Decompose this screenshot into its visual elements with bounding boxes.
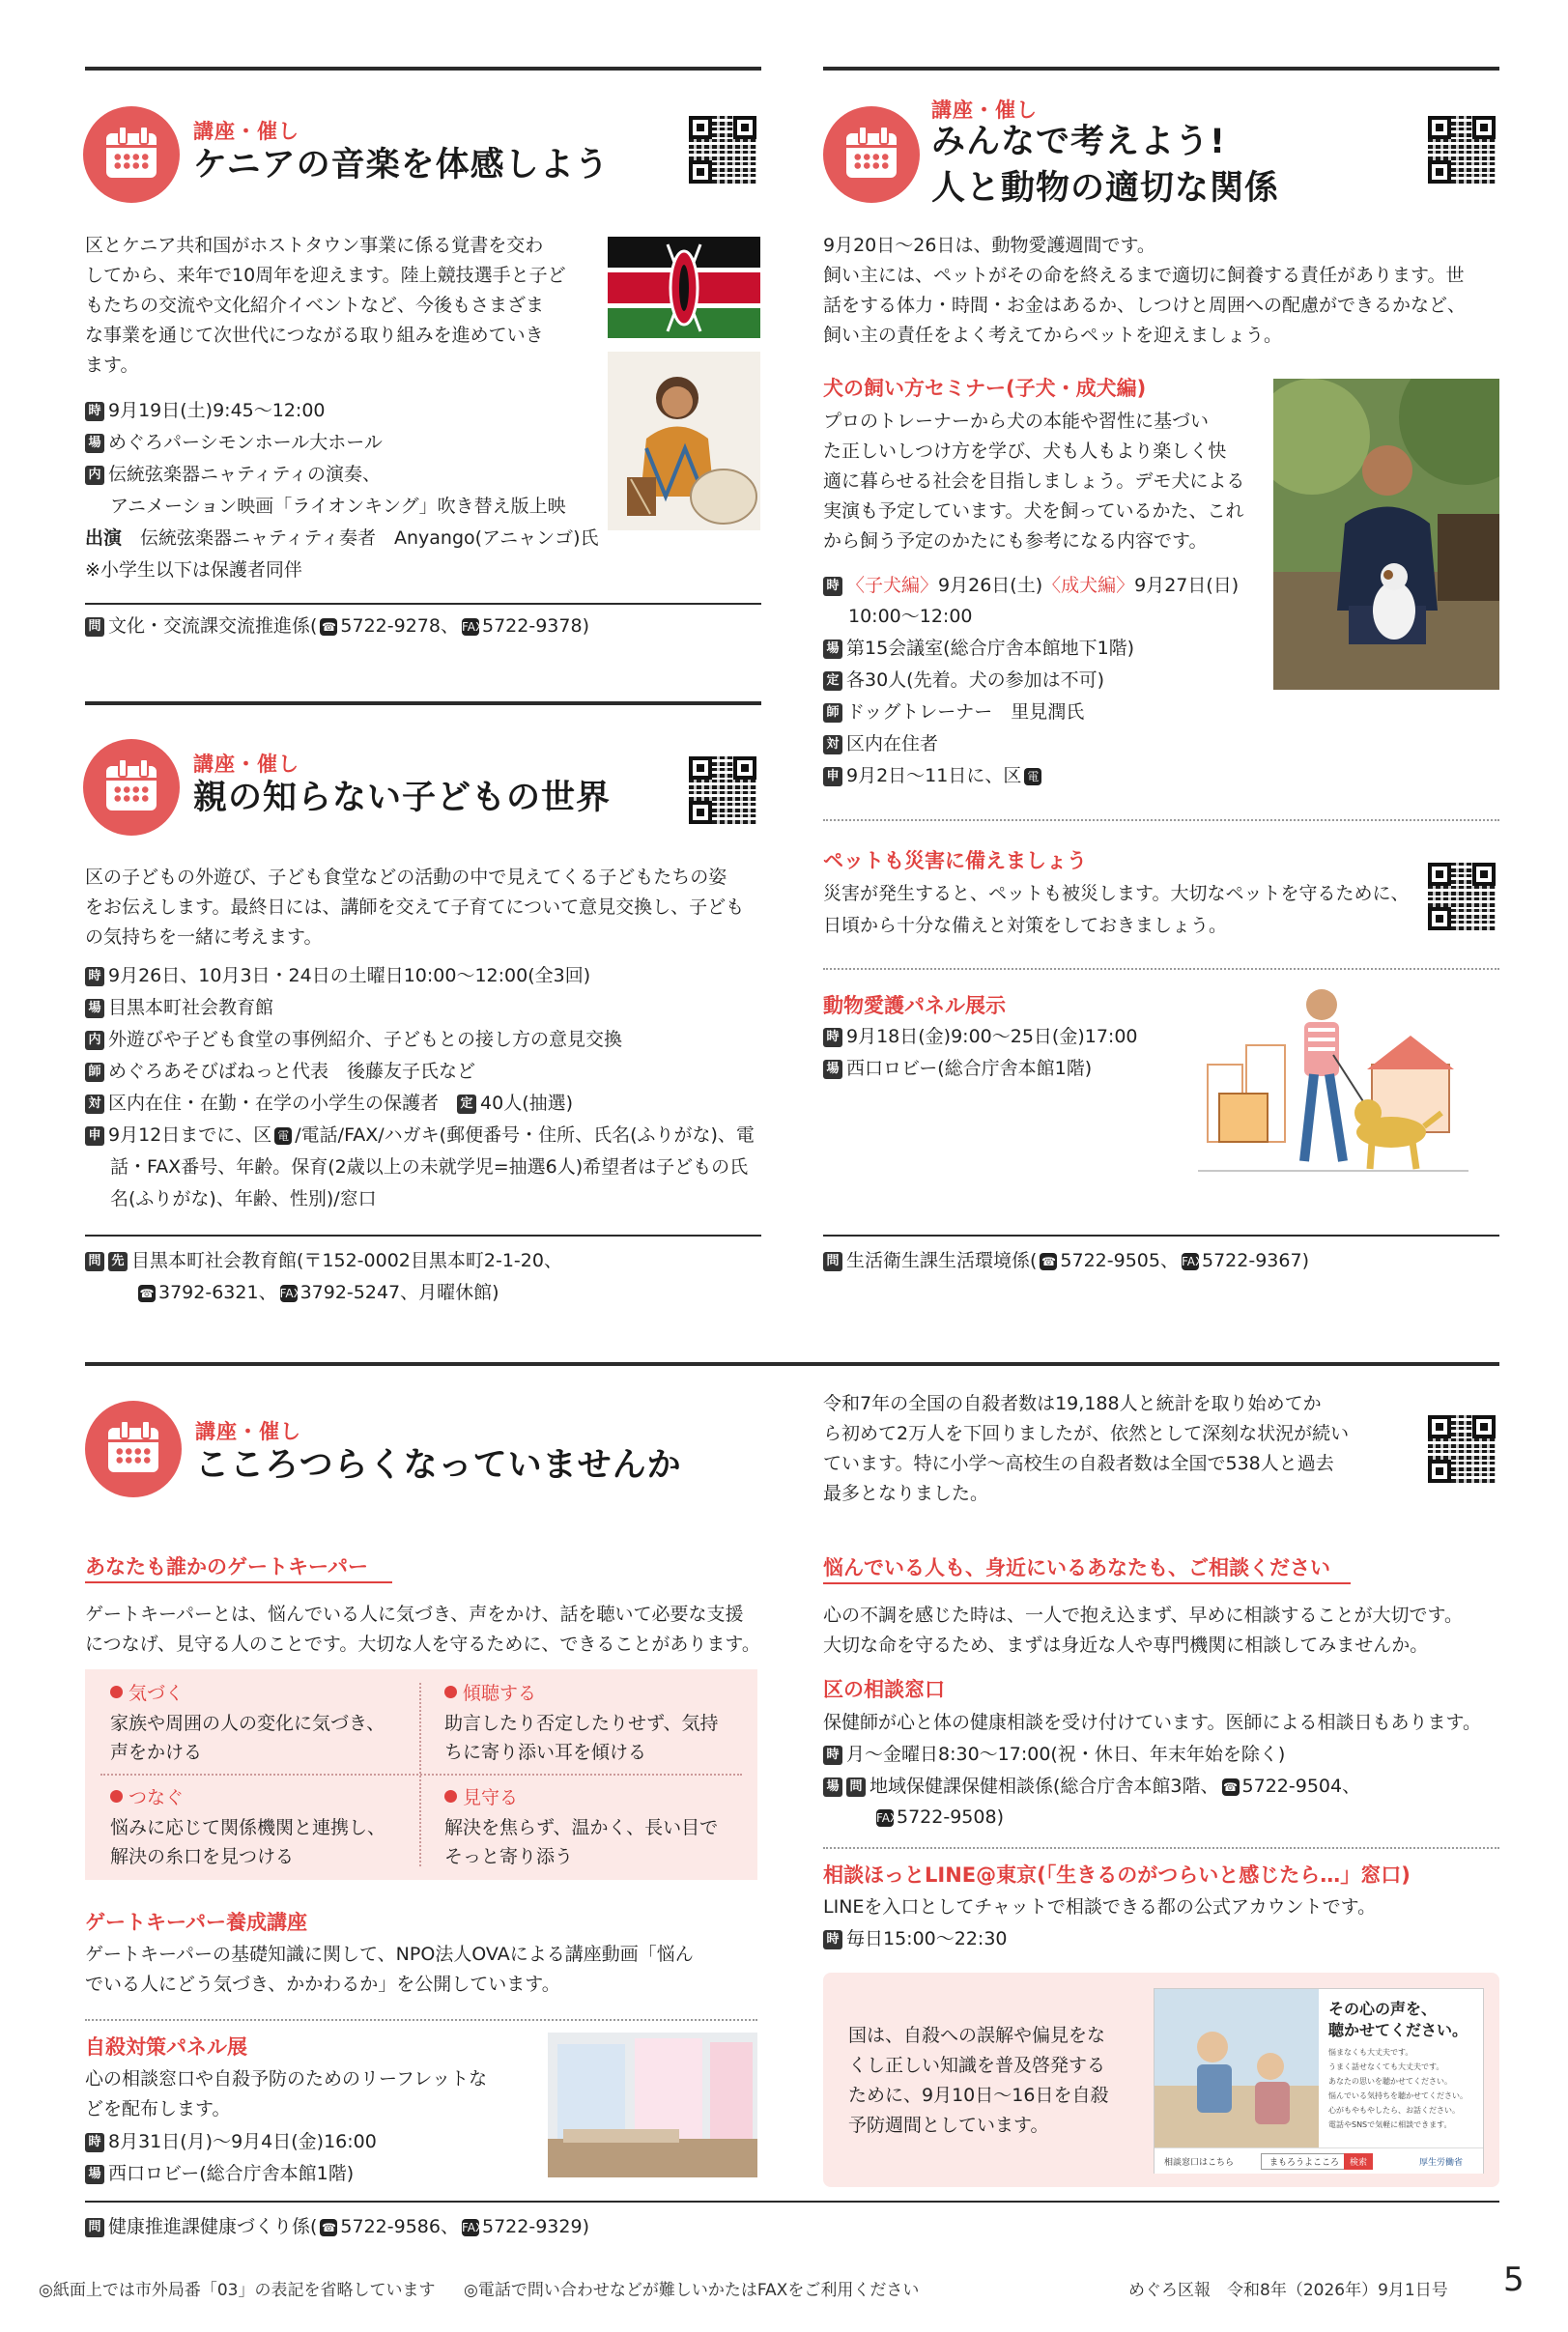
box-item-head: つなぐ (110, 1783, 184, 1813)
oya-contact-2: ☎ 3792-6321、 FAX3792-5247、月曜休館) (139, 1282, 499, 1303)
calendar-icon (85, 1401, 182, 1497)
oya-place: 場 目黒本町社会教育館 (85, 993, 273, 1023)
seminar-when: 時 〈子犬編〉9月26日(土)〈成犬編〉9月27日(日) (823, 571, 1239, 601)
footer-note-1: ◎紙面上では市外局番「03」の表記を省略しています (39, 2281, 436, 2300)
suicide-panel-title: 自殺対策パネル展 (85, 2035, 247, 2059)
window-fax: FAX5722-9508) (876, 1806, 1004, 1828)
category-label: 講座・催し (931, 99, 1038, 122)
suicide-panel-text-2: どを配布します。 (85, 2098, 231, 2119)
fax-icon: FAX (462, 620, 484, 634)
panel-exhibit-photo (548, 2033, 757, 2177)
prevention-week-box: 国は、自殺への誤解や偏見をな くし正しい知識を普及啓発する ために、9月10日〜16日を自殺 予防週間としています。 その心の声を、 聴かせてください。 悩まなくも大丈夫です。 うまく話せなくても大丈夫です。 あなたの思いを聴かせてください。 悩んでいる気持ちを聴かせてください。 心がもやもやしたら、お話ください。 電話やSNSで気軽に相談できます。 相談窓口はこちら まもろうよこころ 検索 厚生労働省 (823, 1973, 1499, 2187)
section-title-1: みんなで考えよう! (931, 123, 1226, 161)
page-number: 5 (1503, 2261, 1525, 2299)
box-item-head: 見守る (444, 1783, 518, 1813)
qr-code[interactable] (1428, 863, 1496, 930)
dotted-divider (823, 819, 1499, 821)
suicide-panel-place: 場 西口ロビー(総合庁舎本館1階) (85, 2159, 354, 2189)
phone-icon: ☎ (1223, 1780, 1238, 1794)
kenya-contact: 問 文化・交流課交流推進係( ☎ 5722-9278、 FAX5722-9378) (85, 611, 589, 641)
section-top-rule (85, 1362, 1499, 1366)
dotted-divider (823, 968, 1499, 970)
category-label: 講座・催し (193, 120, 299, 143)
section-top-rule (85, 701, 761, 705)
qr-code[interactable] (689, 116, 756, 184)
dotted-divider (823, 1847, 1499, 1849)
panel-when: 時 9月18日(金)9:00〜25日(金)17:00 (823, 1022, 1138, 1052)
line-text: LINEを入口としてチャットで相談できる都の公式アカウントです。 (823, 1896, 1377, 1918)
seminar-capacity: 定 各30人(先着。犬の参加は不可) (823, 666, 1104, 696)
course-title: ゲートキーパー養成講座 (85, 1911, 307, 1934)
oya-contact: 問 先 目黒本町社会教育館(〒152-0002目黒本町2-1-20、 (85, 1246, 562, 1276)
gatekeeper-text-1: ゲートキーパーとは、悩んでいる人に気づき、声をかけ、話を聴いて必要な支援 (85, 1604, 744, 1625)
divider (823, 1235, 1499, 1237)
oya-target: 対 区内在住・在勤・在学の小学生の保護者 定 40人(抽選) (85, 1089, 573, 1119)
kenya-place: 場 めぐろパーシモンホール大ホール (85, 428, 383, 458)
gatekeeper-box: 気づく 家族や周囲の人の変化に気づき、 声をかける 傾聴する 助言したり否定したりせず、気持 ちに寄り添い耳を傾ける つなぐ 悩みに応じて関係機関と連携し、 解決の糸口を見つける 見守る 解決を焦らず、温かく、長い目で そっと寄り添う (85, 1669, 757, 1880)
underline (85, 1581, 392, 1583)
oya-content: 内 外遊びや子ども食堂の事例紹介、子どもとの接し方の意見交換 (85, 1025, 622, 1055)
web-icon: 電 (1024, 768, 1041, 785)
seminar-teacher: 師 ドッグトレーナー 里見潤氏 (823, 697, 1084, 727)
web-icon: 電 (274, 1127, 292, 1145)
animal-contact: 問 生活衛生課生活環境係( ☎ 5722-9505、 FAX5722-9367) (823, 1246, 1309, 1276)
phone-icon: ☎ (139, 1287, 155, 1300)
line-when: 時 毎日15:00〜22:30 (823, 1924, 1008, 1954)
category-label: 講座・催し (193, 753, 299, 776)
disaster-text-2: 日頃から十分な備えと対策をしておきましょう。 (823, 915, 1228, 936)
divider (85, 2201, 1499, 2203)
underline (823, 1582, 1351, 1584)
calendar-icon (83, 106, 180, 203)
kenya-content: 内 伝統弦楽器ニャティティの演奏、 (85, 460, 381, 490)
footer-note-2: ◎電話で問い合わせなどが難しいかたはFAXをご利用ください (464, 2281, 920, 2300)
course-text-1: ゲートキーパーの基礎知識に関して、NPO法人OVAによる講座動画「悩ん (85, 1944, 694, 1965)
dog-walk-illustration (1198, 978, 1468, 1209)
divider (85, 1235, 761, 1237)
fax-icon: FAX (462, 2221, 484, 2234)
kenya-content-2: アニメーション映画「ライオンキング」吹き替え版上映 (110, 496, 566, 517)
consult-text-2: 大切な命を守るため、まずは身近な人や専門機関に相談してみませんか。 (823, 1635, 1429, 1656)
kenya-performer: 出演 伝統弦楽器ニャティティ奏者 Anyango(アニャンゴ)氏 (85, 527, 599, 549)
box-item-head: 傾聴する (444, 1679, 536, 1709)
kenya-when: 時 9月19日(土)9:45〜12:00 (85, 396, 326, 426)
suicide-panel-when: 時 8月31日(月)〜9月4日(金)16:00 (85, 2127, 377, 2157)
divider (85, 603, 761, 605)
panel-title: 動物愛護パネル展示 (823, 994, 1006, 1017)
kokoro-contact: 問 健康推進課健康づくり係( ☎ 5722-9586、 FAX5722-9329) (85, 2212, 589, 2242)
oya-apply: 申 9月12日までに、区 電 /電話/FAX/ハガキ(郵便番号・住所、氏名(ふりがな)、電 (85, 1121, 755, 1151)
disaster-text-1: 災害が発生すると、ペットも被災します。大切なペットを守るために、 (823, 883, 1410, 904)
oya-when: 時 9月26日、10月3日・24日の土曜日10:00〜12:00(全3回) (85, 961, 590, 991)
section-top-rule (823, 67, 1499, 71)
window-title: 区の相談窓口 (823, 1678, 945, 1701)
prevention-poster: その心の声を、 聴かせてください。 悩まなくも大丈夫です。 うまく話せなくても大丈夫です。 あなたの思いを聴かせてください。 悩んでいる気持ちを聴かせてください。 心がもやもやしたら、お話ください。 電話やSNSで気軽に相談できます。 相談窓口はこちら まもろうよこころ 検索 厚生労働省 (1154, 1988, 1484, 2174)
line-title: 相談ほっとLINE@東京(「生きるのがつらいと感じたら…」窓口) (823, 1863, 1411, 1887)
oya-teacher: 師 めぐろあそびばねっと代表 後藤友子氏など (85, 1057, 475, 1087)
window-place: 場 問 地域保健課保健相談係(総合庁舎本館3階、 ☎ 5722-9504、 (823, 1772, 1360, 1802)
seminar-target: 対 区内在住者 (823, 729, 938, 759)
window-text: 保健師が心と体の健康相談を受け付けています。医師による相談日もあります。 (823, 1712, 1481, 1733)
suicide-panel-text-1: 心の相談窓口や自殺予防のためのリーフレットな (85, 2068, 488, 2090)
kenya-note: ※小学生以下は保護者同伴 (85, 559, 302, 581)
panel-place: 場 西口ロビー(総合庁舎本館1階) (823, 1054, 1092, 1084)
section-title: ケニアの音楽を体感しよう (193, 146, 610, 185)
fax-icon: FAX (1182, 1255, 1204, 1268)
course-text-2: でいる人にどう気づき、かかわるか」を公開しています。 (85, 1974, 560, 1995)
qr-code[interactable] (689, 756, 756, 824)
gatekeeper-text-2: につなげ、見守る人のことです。大切な人を守るために、できることがあります。 (85, 1634, 760, 1655)
dotted-divider (85, 2019, 757, 2021)
oya-apply-2: 話・FAX番号、年齢。保育(2歳以上の未就学児=抽選6人)希望者は子どもの氏 (110, 1156, 749, 1178)
qr-code[interactable] (1428, 1415, 1496, 1483)
seminar-apply: 申 9月2日〜11日に、区 電 (823, 761, 1044, 791)
section-title: こころつらくなっていませんか (195, 1446, 682, 1485)
performer-photo (608, 352, 760, 530)
section-title: 親の知らない子どもの世界 (193, 779, 612, 817)
trainer-photo (1273, 379, 1499, 690)
phone-icon: ☎ (1041, 1255, 1056, 1268)
publication-info: めぐろ区報 令和8年（2026年）9月1日号 (1128, 2281, 1448, 2300)
box-item-head: 気づく (110, 1679, 184, 1709)
section-top-rule (85, 67, 761, 71)
kenya-flag (608, 237, 760, 338)
calendar-icon (823, 106, 920, 203)
gatekeeper-title: あなたも誰かのゲートキーパー (85, 1555, 368, 1578)
qr-code[interactable] (1428, 116, 1496, 184)
window-when: 時 月〜金曜日8:30〜17:00(祝・休日、年末年始を除く) (823, 1740, 1285, 1770)
fax-icon: FAX (876, 1811, 898, 1825)
phone-icon: ☎ (321, 2221, 336, 2234)
calendar-icon (83, 739, 180, 836)
seminar-when-time: 10:00〜12:00 (848, 606, 973, 627)
phone-icon: ☎ (321, 620, 336, 634)
consult-title: 悩んでいる人も、身近にいるあなたも、ご相談ください (823, 1556, 1330, 1579)
section-title-2: 人と動物の適切な関係 (931, 169, 1280, 208)
category-label: 講座・催し (195, 1420, 301, 1443)
consult-text-1: 心の不調を感じた時は、一人で抱え込まず、早めに相談することが大切です。 (823, 1605, 1463, 1626)
seminar-place: 場 第15会議室(総合庁舎本館地下1階) (823, 634, 1134, 664)
oya-apply-3: 名(ふりがな)、年齢、性別)/窓口 (110, 1188, 377, 1209)
seminar-title: 犬の飼い方セミナー(子犬・成犬編) (823, 377, 1147, 400)
disaster-title: ペットも災害に備えましょう (823, 849, 1087, 872)
fax-icon: FAX (279, 1287, 301, 1300)
